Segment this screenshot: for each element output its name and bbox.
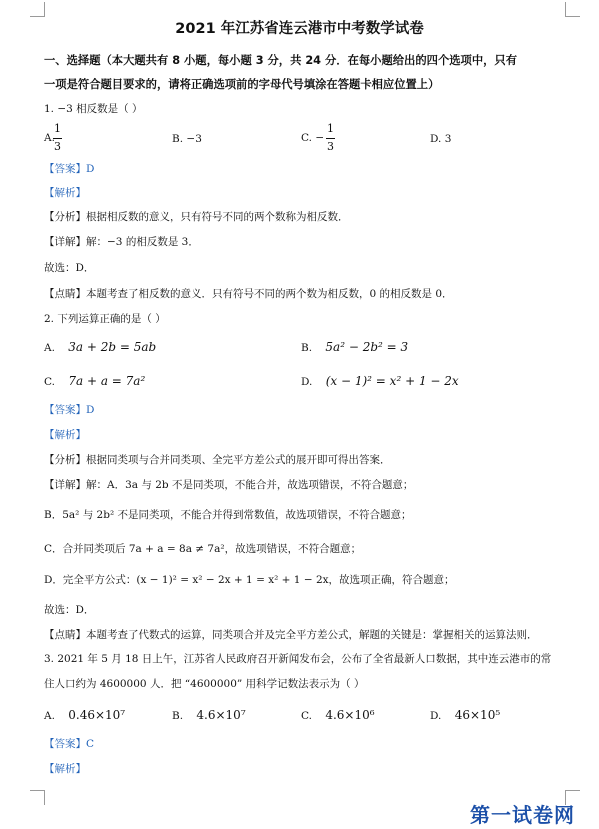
q2-answer: 【答案】D — [44, 404, 95, 416]
fraction-bar — [326, 138, 335, 139]
q1-option-d: D. 3 — [430, 133, 452, 145]
q1-fenxi: 【分析】根据相反数的意义，只有符号不同的两个数称为相反数． — [44, 211, 349, 223]
q2-option-b — [301, 340, 408, 355]
q1-dianjing: 【点睛】本题考查了相反数的意义．只有符号不同的两个数为相反数，0 的相反数是 0． — [44, 288, 453, 300]
q3-option-c — [301, 708, 375, 723]
q3-option-d-expr: 46×10⁵ — [454, 708, 501, 722]
q2-fenxi: 【分析】根据同类项与合并同类项、全完平方差公式的展开即可得出答案． — [44, 454, 391, 466]
q2-dianjing: 【点睛】本题考查了代数式的运算，同类项合并及完全平方差公式，解题的关键是：掌握相关的运算法则． — [44, 629, 538, 641]
q2-option-d-explanation: D．完全平方公式：(x − 1)² = x² − 2x + 1 = x² + 1 − 2x，故选项正确，符合题意； — [44, 574, 455, 586]
q1-answer: 【答案】D — [44, 163, 95, 175]
q3-option-c-label: C. — [301, 710, 312, 722]
q2-option-c-label: C. — [44, 376, 55, 388]
q2-option-b-explanation: B．5a² 与 2b² 不是同类项，不能合并得到常数值，故选项错误，不符合题意； — [44, 509, 412, 521]
q1-option-a — [44, 122, 74, 158]
q1-option-c-numerator: 1 — [327, 122, 334, 135]
q2-option-c — [44, 374, 145, 389]
q1-xiangjie: 【详解】解：−3 的相反数是 3． — [44, 236, 199, 248]
q2-stem: 2. 下列运算正确的是（ ） — [44, 313, 166, 325]
q2-guxuan: 故选：D． — [44, 604, 95, 616]
q3-option-b-label: B. — [172, 710, 184, 722]
q3-answer: 【答案】C — [44, 738, 95, 750]
q3-option-a-label: A. — [44, 710, 55, 722]
crop-mark-bottom-left — [30, 790, 45, 805]
q2-option-c-expr: 7a + a = 7a² — [68, 374, 146, 388]
q3-option-b — [172, 708, 246, 723]
section-heading-line-2: 一项是符合题目要求的，请将正确选项前的字母代号填涂在答题卡相应位置上） — [44, 78, 440, 91]
q2-option-d-expr: (x − 1)² = x² + 1 − 2x — [325, 374, 459, 388]
crop-mark-top-left — [30, 2, 45, 17]
q2-option-d-label: D. — [301, 376, 313, 388]
q2-option-b-expr: 5a² − 2b² = 3 — [325, 340, 409, 354]
q1-option-c-denominator: 3 — [327, 140, 334, 153]
q2-option-a — [44, 340, 156, 355]
fraction-bar — [53, 138, 62, 139]
q1-analysis-label: 【解析】 — [44, 187, 86, 199]
q1-option-a-label: A. — [44, 132, 55, 144]
q1-option-a-denominator: 3 — [54, 140, 61, 153]
q3-option-c-expr: 4.6×10⁶ — [325, 708, 375, 722]
q3-option-a-expr: 0.46×10⁷ — [68, 708, 126, 722]
footer-logo[interactable]: 第一试卷网 — [470, 803, 575, 827]
q1-option-c — [301, 122, 341, 158]
q2-analysis-label: 【解析】 — [44, 429, 86, 441]
q2-xiangjie: 【详解】解：A．3a 与 2b 不是同类项，不能合并，故选项错误，不符合题意； — [44, 479, 414, 491]
q1-guxuan: 故选：D． — [44, 262, 95, 274]
q3-option-b-expr: 4.6×10⁷ — [196, 708, 246, 722]
q3-analysis-label: 【解析】 — [44, 763, 86, 775]
q2-option-b-label: B. — [301, 342, 313, 354]
q2-option-c-explanation: C．合并同类项后 7a + a = 8a ≠ 7a²，故选项错误，不符合题意； — [44, 543, 362, 555]
section-heading-line-1: 一、选择题（本大题共有 8 小题，每小题 3 分，共 24 分．在每小题给出的四个选项中，只有 — [44, 54, 518, 67]
q2-option-d — [301, 374, 459, 389]
q1-stem: 1. −3 相反数是（ ） — [44, 103, 143, 115]
q1-option-b: B. −3 — [172, 133, 202, 145]
q3-option-a — [44, 708, 125, 723]
q3-stem-line-2: 住人口约为 4600000 人．把 “4600000” 用科学记数法表示为（ ） — [44, 678, 365, 690]
q3-stem-line-1: 3. 2021 年 5 月 18 日上午，江苏省人民政府召开新闻发布会，公布了全省最新人口数据，其中连云港市的常 — [44, 653, 552, 665]
page-title: 2021 年江苏省连云港市中考数学试卷 — [175, 21, 424, 37]
crop-mark-top-right — [565, 2, 580, 17]
q2-option-a-expr: 3a + 2b = 5ab — [68, 340, 157, 354]
q1-option-c-label: C. − — [301, 132, 325, 144]
q3-option-d — [430, 708, 500, 723]
q2-option-a-label: A. — [44, 342, 55, 354]
q3-option-d-label: D. — [430, 710, 442, 722]
q1-option-a-numerator: 1 — [54, 122, 61, 135]
